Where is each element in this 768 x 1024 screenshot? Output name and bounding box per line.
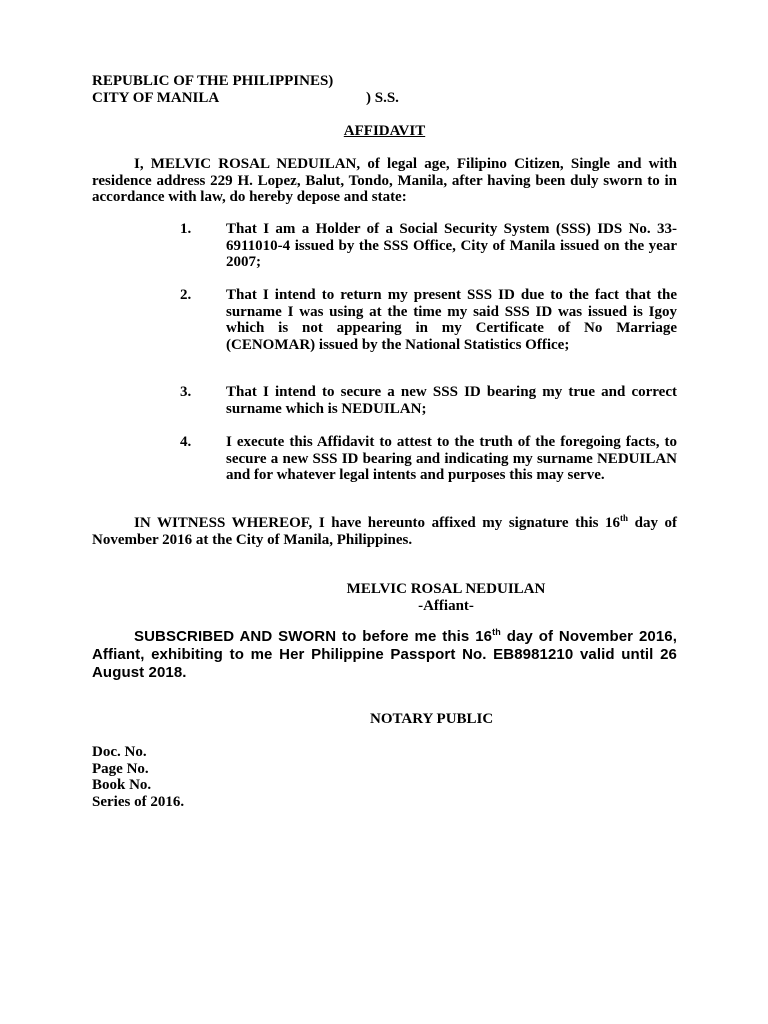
witness-paragraph — [92, 515, 677, 548]
witness-text-end: day of November 2016 at the City of Manila, Philippines. — [92, 515, 677, 548]
affiant-name: MELVIC ROSAL NEDUILAN — [346, 581, 546, 597]
item-text: That I intend to return my present SSS ID due to the fact that the surname I was using at the time my said SSS ID was issued is Igoy which is not appearing in my Certificate of No Marriage (CENOMAR) issued by the National Statistics Office; — [226, 287, 677, 353]
subscribed-text-start: SUBSCRIBED AND SWORN to before me this 16 — [134, 628, 493, 645]
page-no: Page No. — [92, 760, 149, 777]
subscribed-paragraph — [92, 628, 677, 682]
list-item — [180, 221, 677, 271]
header-republic — [92, 73, 677, 106]
list-item — [180, 434, 677, 484]
doc-no: Doc. No. — [92, 744, 147, 760]
notary-public: NOTARY PUBLIC — [370, 711, 494, 727]
document-title-wrap — [92, 123, 677, 140]
item-text: That I intend to secure a new SSS ID bearing my true and correct surname which is NEDUILAN; — [226, 384, 677, 417]
item-number: 1. — [180, 221, 192, 237]
header-ss: ) S.S. — [366, 89, 399, 106]
header-city: CITY OF MANILA — [92, 89, 220, 106]
item-number: 3. — [180, 384, 192, 400]
subscribed-ordinal: th — [492, 627, 501, 637]
item-text: I execute this Affidavit to attest to the truth of the foregoing facts, to secure a new SSS ID bearing and indicating my surname NEDUILAN and for whatever legal intents and purposes this may serve. — [226, 434, 677, 483]
witness-text-start: IN WITNESS WHEREOF, I have hereunto affixed my signature this 16 — [134, 515, 621, 531]
witness-ordinal: th — [620, 513, 629, 523]
list-item — [180, 384, 677, 417]
item-number: 4. — [180, 434, 192, 450]
list-item — [180, 287, 677, 353]
affiant-role: -Affiant- — [418, 597, 474, 614]
subscribed-text-end: day of November 2016, Affiant, exhibiting to me Her Philippine Passport No. EB8981210 valid until 26 August 2018. — [92, 628, 677, 681]
affiant-block — [300, 581, 592, 614]
item-text: That I am a Holder of a Social Security System (SSS) IDS No. 33-6911010-4 issued by the SSS Office, City of Manila issued on the year 2007; — [226, 221, 677, 270]
series: Series of 2016. — [92, 793, 185, 810]
document-title: AFFIDAVIT — [343, 123, 426, 139]
header-line-city — [92, 90, 677, 107]
intro-paragraph: I, MELVIC ROSAL NEDUILAN, of legal age, Filipino Citizen, Single and with residence address 229 H. Lopez, Balut, Tondo, Manila, after having been duly sworn to in accordance with law, do hereby depose and state: — [92, 156, 677, 205]
item-number: 2. — [180, 287, 192, 303]
book-no: Book No. — [92, 777, 152, 793]
notarial-register — [92, 744, 677, 810]
header-line-republic: REPUBLIC OF THE PHILIPPINES) — [92, 73, 334, 89]
